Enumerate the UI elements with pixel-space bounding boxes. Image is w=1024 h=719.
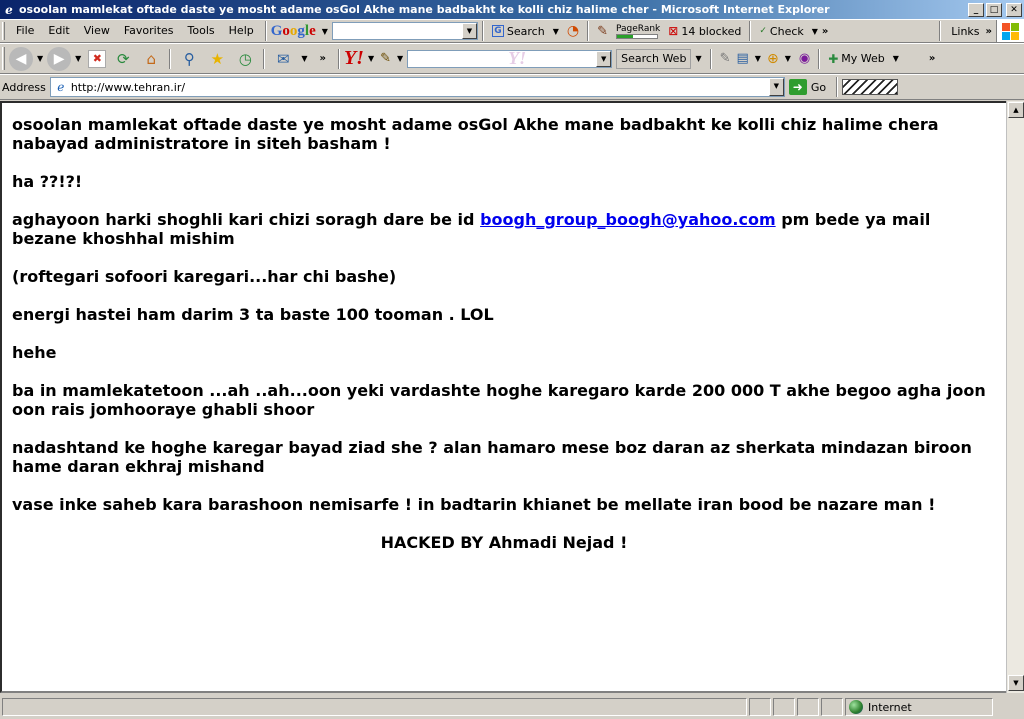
address-url[interactable]: http://www.tehran.ir/ <box>70 80 186 94</box>
menu-edit[interactable]: Edit <box>48 24 70 37</box>
toolbar-extension-icon[interactable] <box>842 79 898 95</box>
chevron-down-icon[interactable]: ▼ <box>367 54 375 63</box>
status-panel <box>749 698 771 716</box>
options-icon[interactable]: ✎ <box>597 23 608 39</box>
status-panel <box>797 698 819 716</box>
standard-toolbar <box>0 43 1024 74</box>
spellcheck-icon: ✓ <box>759 26 767 36</box>
windows-logo-icon <box>996 20 1024 42</box>
yahoo-watermark-icon: Y! <box>508 47 527 68</box>
chevron-down-icon[interactable]: ▼ <box>596 51 611 67</box>
history-icon[interactable]: ◷ <box>238 49 252 68</box>
search-icon[interactable]: ⚲ <box>183 49 195 68</box>
page-content <box>0 101 1006 693</box>
menu-bar <box>0 19 1024 43</box>
status-text-panel <box>2 698 747 716</box>
paragraph: ba in mamlekatetoon ...ah ..ah...oon yeki vardashte hoghe karegaro karde 200 000 T akhe begoo agha joon oon rais jomhooraye ghabli shoor <box>12 381 986 419</box>
chevron-down-icon[interactable]: ▼ <box>301 54 308 63</box>
address-input[interactable] <box>50 77 785 97</box>
toolbar-grip[interactable] <box>2 47 5 70</box>
stop-icon[interactable]: ✖ <box>88 50 106 68</box>
page-icon: ℯ <box>57 80 65 94</box>
menu-tools[interactable]: Tools <box>187 24 215 37</box>
chevron-down-icon[interactable]: ▼ <box>754 54 761 63</box>
separator <box>818 49 820 69</box>
separator <box>587 21 589 41</box>
signature: HACKED BY Ahmadi Nejad ! <box>380 533 628 552</box>
close-button[interactable]: ✕ <box>1006 3 1022 17</box>
forward-arrow-icon[interactable]: ▶ <box>47 47 71 71</box>
separator <box>939 21 941 41</box>
google-g-icon: G <box>492 25 504 37</box>
yahoo-logo-button[interactable]: Y! <box>343 47 364 69</box>
more-chevron-icon[interactable]: » <box>319 53 326 64</box>
paragraph: vase inke saheb kara barashoon nemisarfe ! in badtarin khianet be mellate iran bood be nazare man ! <box>12 495 936 514</box>
chevron-down-icon[interactable]: ▼ <box>811 26 818 36</box>
ie-icon: e <box>5 2 13 17</box>
chevron-down-icon[interactable]: ▼ <box>397 54 404 63</box>
separator <box>263 49 265 69</box>
contact-paragraph: aghayoon harki shoghli kari chizi soragh dare be id boogh_group_boogh@yahoo.com pm bede ya mail bezane khoshhal mishim <box>12 210 931 248</box>
paragraph: ha ??!?! <box>12 172 83 191</box>
my-web-icon: ✚ <box>828 51 839 66</box>
more-chevron-icon[interactable]: » <box>928 53 936 64</box>
google-search-input[interactable] <box>332 22 478 40</box>
pagerank-bar <box>616 34 658 39</box>
yahoo-search-input[interactable] <box>407 47 612 68</box>
separator <box>482 21 484 41</box>
menu-file[interactable]: File <box>16 24 35 37</box>
home-icon[interactable]: ⌂ <box>146 49 157 68</box>
title-bar <box>0 0 1024 19</box>
maximize-button[interactable]: □ <box>986 3 1002 17</box>
refresh-icon[interactable]: ⟳ <box>117 49 130 68</box>
minimize-button[interactable]: _ <box>968 3 984 17</box>
chevron-down-icon[interactable]: ▼ <box>784 54 791 63</box>
chevron-down-icon[interactable]: ▼ <box>769 78 784 96</box>
links-button[interactable]: Links <box>951 24 980 38</box>
chevron-down-icon[interactable]: ▼ <box>552 26 559 36</box>
google-search-button[interactable]: G Search <box>488 25 549 38</box>
separator <box>338 49 340 69</box>
pagerank-indicator[interactable]: PageRank <box>612 24 664 39</box>
menu-favorites[interactable]: Favorites <box>123 24 174 37</box>
my-web-button[interactable]: ✚ My Web <box>828 51 885 66</box>
chevron-down-icon[interactable]: ▼ <box>37 54 44 63</box>
mail-icon[interactable]: ✉ <box>277 49 290 68</box>
address-bar <box>0 74 1024 100</box>
paragraph: nadashtand ke hoghe karegar bayad ziad she ? alan hamaro mese boz daran az sherkata mindazan biroon hame daran ekhraj mishand <box>12 438 972 476</box>
security-zone-panel: Internet <box>845 698 993 716</box>
paragraph: (roftegari sofoori karegari...har chi bashe) <box>12 267 397 286</box>
paragraph: hehe <box>12 343 57 362</box>
window-title: osoolan mamlekat oftade daste ye mosht adame osGol Akhe mane badbakht ke kolli chiz halime cher - Microsoft Internet Explorer <box>19 3 830 16</box>
menu-view[interactable]: View <box>83 24 110 37</box>
google-logo-button[interactable]: Google <box>270 22 316 39</box>
favorites-star-icon[interactable]: ★ <box>210 49 225 68</box>
more-chevron-icon[interactable]: » <box>985 25 992 37</box>
chevron-down-icon[interactable]: ▼ <box>462 23 477 39</box>
window-layout-icon[interactable]: ▤ <box>736 51 749 66</box>
scroll-down-button[interactable]: ▼ <box>1008 675 1024 691</box>
back-arrow-icon[interactable]: ◀ <box>9 47 33 71</box>
pagerank-fill <box>617 35 633 38</box>
separator <box>265 21 267 41</box>
chevron-down-icon[interactable]: ▼ <box>695 54 702 63</box>
menu-help[interactable]: Help <box>228 24 254 37</box>
more-chevron-icon[interactable]: » <box>821 25 829 37</box>
search-web-button[interactable]: Search Web <box>616 49 691 69</box>
go-arrow-icon: ➜ <box>789 79 807 95</box>
highlight-pen-icon[interactable]: ✎ <box>719 51 731 66</box>
popup-blocked-icon: ⊠ <box>668 24 679 38</box>
internet-globe-icon <box>849 700 863 714</box>
messenger-icon[interactable]: ◉ <box>798 51 811 66</box>
status-panel <box>773 698 795 716</box>
status-panel <box>821 698 843 716</box>
separator <box>710 49 712 69</box>
status-bar <box>0 695 1024 719</box>
scroll-up-button[interactable]: ▲ <box>1008 102 1024 118</box>
separator <box>749 21 751 41</box>
go-button[interactable]: ➜ Go <box>789 79 826 95</box>
spellcheck-button[interactable]: ✓ Check <box>759 24 804 38</box>
paragraph: osoolan mamlekat oftade daste ye mosht adame osGol Akhe mane badbakht ke kolli chiz halime chera nabayad administratore in siteh basham ! <box>12 115 939 153</box>
news-icon[interactable]: ◔ <box>566 23 580 39</box>
vertical-scrollbar[interactable] <box>1006 101 1024 693</box>
paragraph: energi hastei ham darim 3 ta baste 100 tooman . LOL <box>12 305 494 324</box>
chevron-down-icon[interactable]: ▼ <box>75 54 82 63</box>
target-icon[interactable]: ⊕ <box>766 50 779 67</box>
email-link[interactable]: boogh_group_boogh@yahoo.com <box>480 210 776 229</box>
separator <box>169 49 171 69</box>
popup-blocker-button[interactable]: ⊠ 14 blocked <box>668 24 742 38</box>
chevron-down-icon[interactable]: ▼ <box>892 54 899 63</box>
pencil-icon[interactable]: ✎ <box>380 51 391 66</box>
address-label: Address <box>2 80 46 94</box>
chevron-down-icon[interactable]: ▼ <box>321 26 328 36</box>
toolbar-grip[interactable] <box>2 22 5 40</box>
separator <box>836 77 838 97</box>
